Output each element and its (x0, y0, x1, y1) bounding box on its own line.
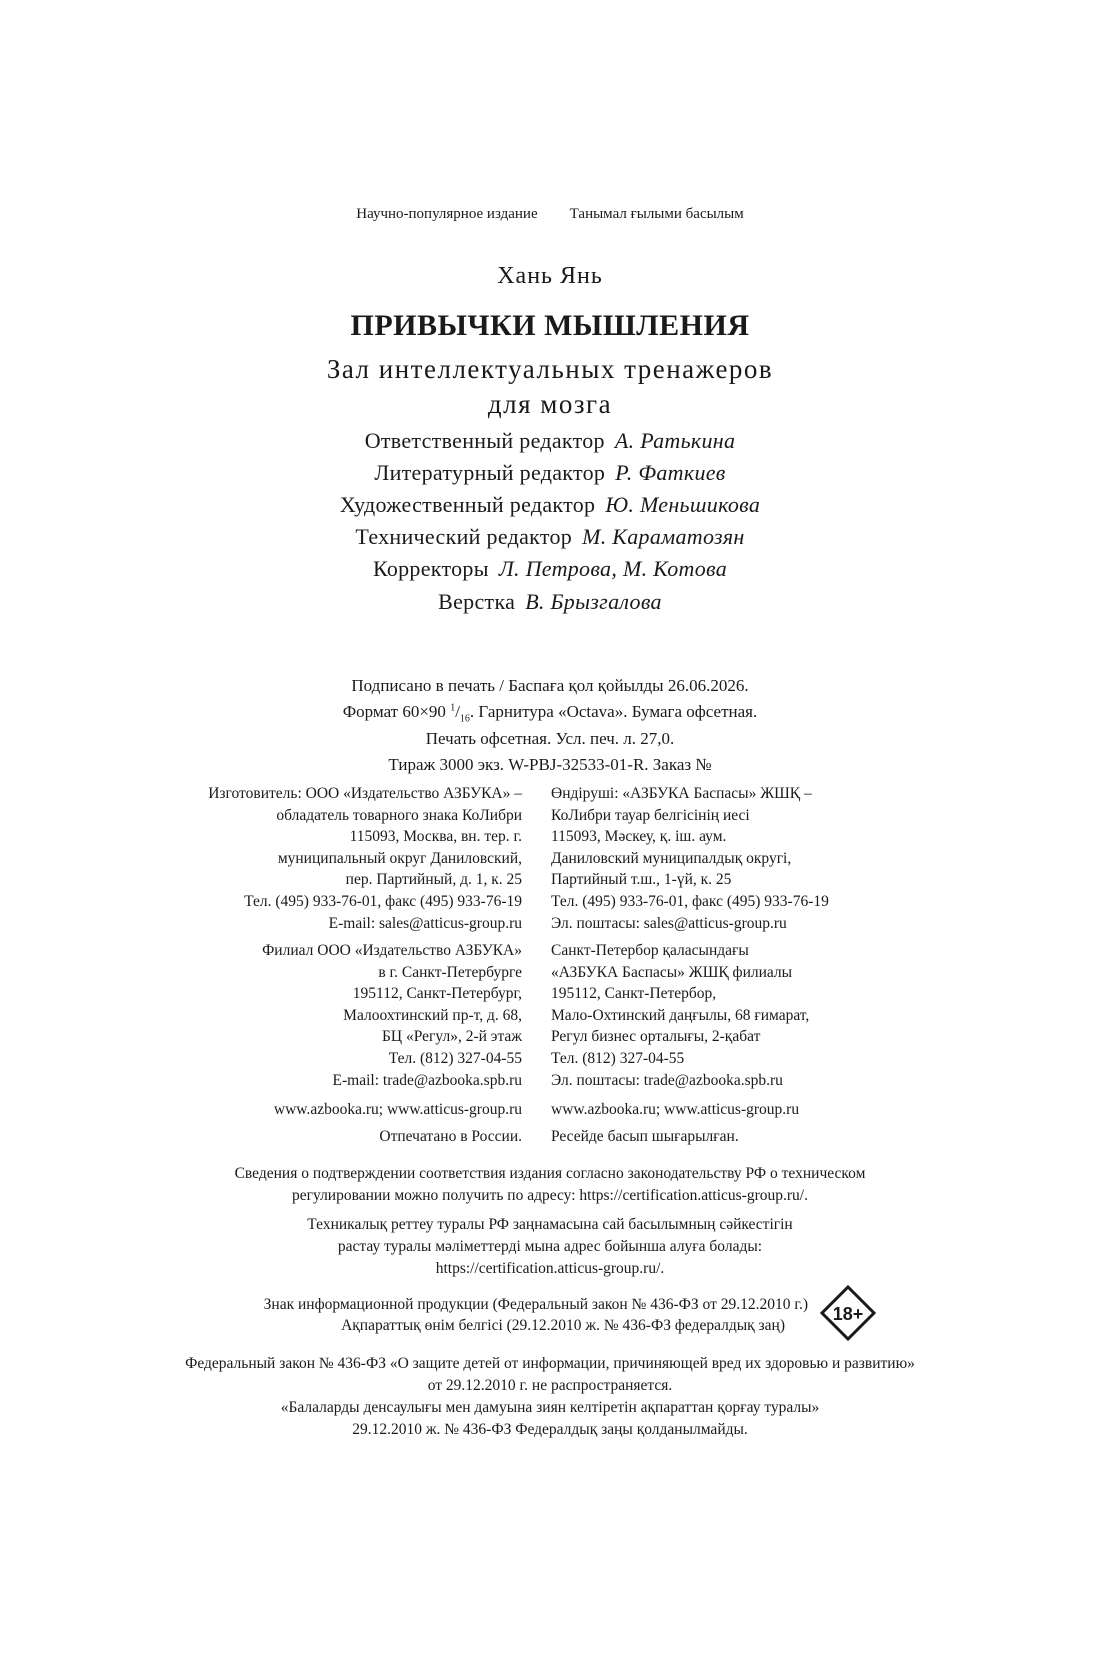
manufacturer-ru-line: пер. Партийный, д. 1, к. 25 (345, 871, 522, 889)
staff-role: Ответственный редактор (364, 428, 605, 453)
manufacturer-ru-line: Тел. (495) 933-76-01, факс (495) 933-76-19 (244, 892, 522, 910)
print-type-line: Печать офсетная. Усл. печ. л. 27,0. (425, 729, 675, 748)
federal-law-line: 29.12.2010 ж. № 436-ФЗ Федералдық заңы қолданылмайды. (352, 1421, 748, 1438)
manufacturer-kz-line: Эл. поштасы: sales@atticus-group.ru (551, 914, 787, 932)
manufacturer-ru-line: E-mail: sales@atticus-group.ru (328, 914, 522, 932)
staff-name: Л. Петрова, М. Котова (498, 556, 728, 581)
staff-role: Технический редактор (355, 524, 573, 549)
edition-line (0, 206, 1100, 223)
manufacturer-ru-line: обладатель товарного знака КоЛибри (276, 806, 522, 824)
branch-kz-line: Эл. поштасы: trade@azbooka.spb.ru (551, 1071, 783, 1089)
branch-kz-line: 195112, Санкт-Петербор, (551, 985, 717, 1003)
websites-ru: www.azbooka.ru; www.atticus-group.ru (273, 1101, 522, 1118)
format-sub: 16 (459, 713, 470, 725)
branch-ru-line: Тел. (812) 327-04-55 (388, 1049, 522, 1067)
staff-role: Верстка (438, 589, 516, 614)
certification-ru-line: Сведения о подтверждении соответствия издания согласно законодательству РФ о техническом (234, 1165, 866, 1182)
manufacturer-kz-line: Тел. (495) 933-76-01, факс (495) 933-76-19 (551, 892, 829, 910)
federal-law-line: от 29.12.2010 г. не распространяется. (427, 1377, 673, 1394)
branch-kz-line: Регул бизнес орталығы, 2-қабат (551, 1028, 761, 1046)
format-text: Формат 60×90 (342, 702, 451, 721)
branch-ru-line: БЦ «Регул», 2-й этаж (382, 1028, 522, 1046)
staff-name: Р. Фаткиев (615, 460, 726, 485)
federal-law-line: «Балаларды денсаулығы мен дамуына зиян келтіретін ақпараттан қорғау туралы» (280, 1399, 820, 1416)
manufacturer-kz-line: 115093, Мәскеу, қ. іш. аум. (551, 828, 727, 846)
branch-kz-line: «АЗБУКА Баспасы» ЖШҚ филиалы (551, 963, 793, 981)
subtitle-line-2: для мозга (487, 389, 613, 419)
manufacturer-ru (208, 783, 522, 934)
edition-kz: Танымал ғылыми басылым (569, 206, 744, 222)
certification-ru-line: регулировании можно получить по адресу: https://certification.atticus-group.ru/. (292, 1187, 808, 1204)
manufacturer-kz-line: КоЛибри тауар белгісінің иесі (551, 806, 750, 824)
branch-kz-line: Мало-Охтинский даңғылы, 68 ғимарат, (551, 1006, 810, 1024)
author: Хань Янь (497, 263, 603, 289)
staff-row (0, 492, 1100, 518)
signed-line: Подписано в печать / Баспаға қол қойылды 26.06.2026. (351, 676, 749, 695)
staff-row (0, 589, 1100, 615)
branch-kz-line: Тел. (812) 327-04-55 (551, 1049, 685, 1067)
branch-ru (262, 940, 522, 1091)
printed-in-kz: Ресейде басып шығарылған. (551, 1128, 739, 1145)
staff-name: Ю. Меньшикова (605, 492, 761, 517)
subtitle-line-1: Зал интеллектуальных тренажеров (326, 354, 774, 384)
branch-ru-line: 195112, Санкт-Петербург, (352, 985, 522, 1003)
manufacturer-ru-line: муниципальный округ Даниловский, (277, 849, 522, 867)
format-line (0, 702, 1100, 724)
branch-ru-line: в г. Санкт-Петербурге (378, 963, 522, 981)
branch-kz (551, 940, 809, 1091)
staff-row (0, 524, 1100, 550)
format-text-2: . Гарнитура «Octava». Бумага офсетная. (469, 702, 758, 721)
manufacturer-kz-line: Даниловский муниципалдық округі, (551, 849, 792, 867)
info-sign-ru: Знак информационной продукции (Федеральный закон № 436-ФЗ от 29.12.2010 г.) (263, 1296, 808, 1313)
staff-name: М. Караматозян (582, 524, 745, 549)
edition-ru: Научно-популярное издание (356, 206, 538, 222)
branch-kz-line: Санкт-Петербор қаласындағы (551, 942, 749, 959)
websites-kz: www.azbooka.ru; www.atticus-group.ru (551, 1101, 800, 1118)
staff-row (0, 460, 1100, 486)
branch-ru-line: Малоохтинский пр-т, д. 68, (343, 1006, 522, 1024)
format-sup: 1 (450, 702, 456, 714)
staff-row (0, 428, 1100, 454)
staff-name: В. Брызгалова (525, 589, 662, 614)
branch-ru-line: E-mail: trade@azbooka.spb.ru (332, 1071, 522, 1089)
manufacturer-kz (551, 783, 829, 934)
staff-row (0, 556, 1100, 582)
printed-in-ru: Отпечатано в России. (379, 1128, 522, 1145)
manufacturer-ru-line: 115093, Москва, вн. тер. г. (349, 828, 522, 846)
staff-role: Литературный редактор (374, 460, 606, 485)
age-rating-badge-icon (820, 1285, 876, 1341)
book-title: ПРИВЫЧКИ МЫШЛЕНИЯ (350, 309, 750, 342)
manufacturer-ru-line: Изготовитель: ООО «Издательство АЗБУКА» – (208, 785, 522, 802)
federal-law-line: Федеральный закон № 436-ФЗ «О защите детей от информации, причиняющей вред их здоровью и развитию» (185, 1355, 915, 1372)
staff-role: Художественный редактор (339, 492, 596, 517)
certification-kz-line: Техникалық реттеу туралы РФ заңнамасына сай басылымның сәйкестігін (307, 1216, 793, 1233)
certification-kz-line: растау туралы мәліметтерді мына адрес бойынша алуға болады: (337, 1238, 763, 1255)
staff-role: Корректоры (372, 556, 489, 581)
staff-name: А. Ратькина (614, 428, 736, 453)
manufacturer-kz-line: Партийный т.ш., 1-үй, к. 25 (551, 871, 732, 889)
age-rating-label: 18+ (832, 1304, 864, 1324)
certification-kz-line: https://certification.atticus-group.ru/. (435, 1260, 665, 1277)
branch-ru-line: Филиал ООО «Издательство АЗБУКА» (262, 942, 522, 959)
format-sep: / (455, 702, 460, 721)
manufacturer-kz-line: Өндіруші: «АЗБУКА Баспасы» ЖШҚ – (551, 785, 812, 802)
info-sign-kz: Ақпараттық өнім белгісі (29.12.2010 ж. № 436-ФЗ федералдық заң) (341, 1317, 785, 1334)
run-line: Тираж 3000 экз. W-PBJ-32533-01-R. Заказ № (388, 755, 712, 774)
